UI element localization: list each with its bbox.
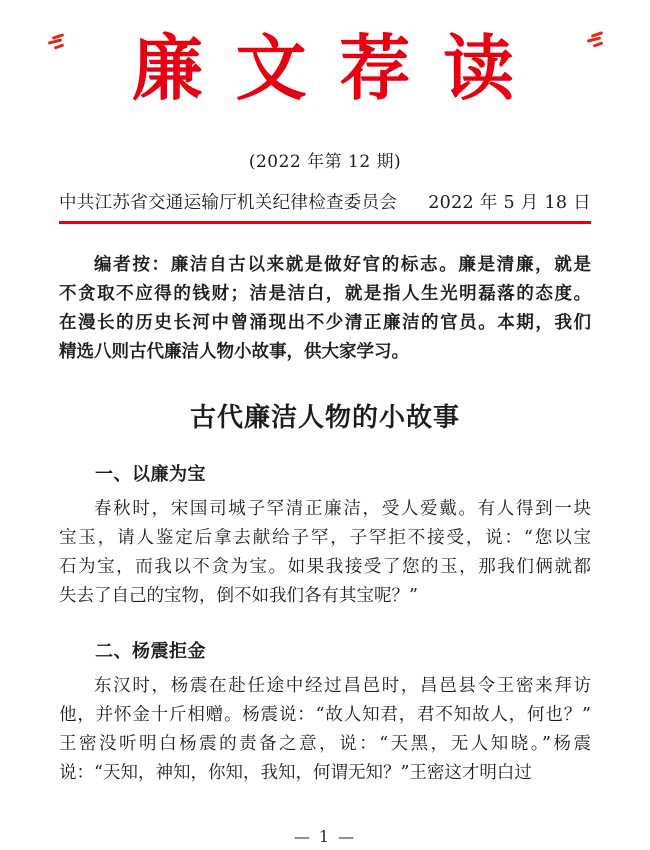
editor-note	[59, 251, 591, 367]
document-page	[0, 26, 650, 850]
article-title: 古代廉洁人物的小故事	[189, 401, 460, 432]
section-1-paragraph	[59, 495, 591, 611]
publish-date: 2022 年 5 月 18 日	[428, 192, 591, 213]
text-line: 不贪取不应得的钱财；洁是洁白，就是指人生光明磊落的态度。	[59, 283, 591, 304]
text-line: 编者按：廉洁自古以来就是做好官的标志。廉是清廉，就是	[94, 254, 591, 275]
section-1-heading: 一、以廉为宝	[95, 463, 206, 484]
page-number: — 1 —	[293, 827, 357, 846]
text-line: 宝玉，请人鉴定后拿去献给子罕，子罕拒不接受，说：“您以宝	[59, 527, 591, 548]
red-divider	[59, 221, 591, 224]
text-line: 石为宝，而我以不贪为宝。如果我接受了您的玉，那我们俩就都	[59, 556, 591, 577]
text-line: 他，并怀金十斤相赠。杨震说：“故人知君，君不知故人，何也？”	[59, 704, 591, 725]
text-line: 在漫长的历史长河中曾涌现出不少清正廉洁的官员。本期，我们	[59, 312, 591, 333]
text-line: 东汉时，杨震在赴任途中经过昌邑时，昌邑县令王密来拜访	[94, 675, 591, 696]
text-line: 失去了自己的宝物，倒不如我们各有其宝呢？”	[59, 585, 418, 606]
text-line: 精选八则古代廉洁人物小故事，供大家学习。	[59, 341, 409, 362]
section-2-paragraph	[59, 672, 591, 788]
issuer-row	[59, 189, 591, 221]
text-line: 王密没听明白杨震的责备之意，说：“天黑，无人知晓。”杨震	[59, 733, 591, 754]
text-line: 春秋时，宋国司城子罕清正廉洁，受人爱戴。有人得到一块	[94, 498, 591, 519]
issuer-name: 中共江苏省交通运输厅机关纪律检查委员会	[59, 192, 398, 213]
text-line: 说：“天知，神知，你知，我知，何谓无知？”王密这才明白过	[59, 762, 532, 783]
issue-number: (2022 年第 12 期)	[248, 151, 402, 172]
newsletter-page	[0, 26, 650, 788]
masthead-title: 廉 文 荐 读	[131, 26, 519, 110]
section-2-heading: 二、杨震拒金	[95, 640, 206, 661]
